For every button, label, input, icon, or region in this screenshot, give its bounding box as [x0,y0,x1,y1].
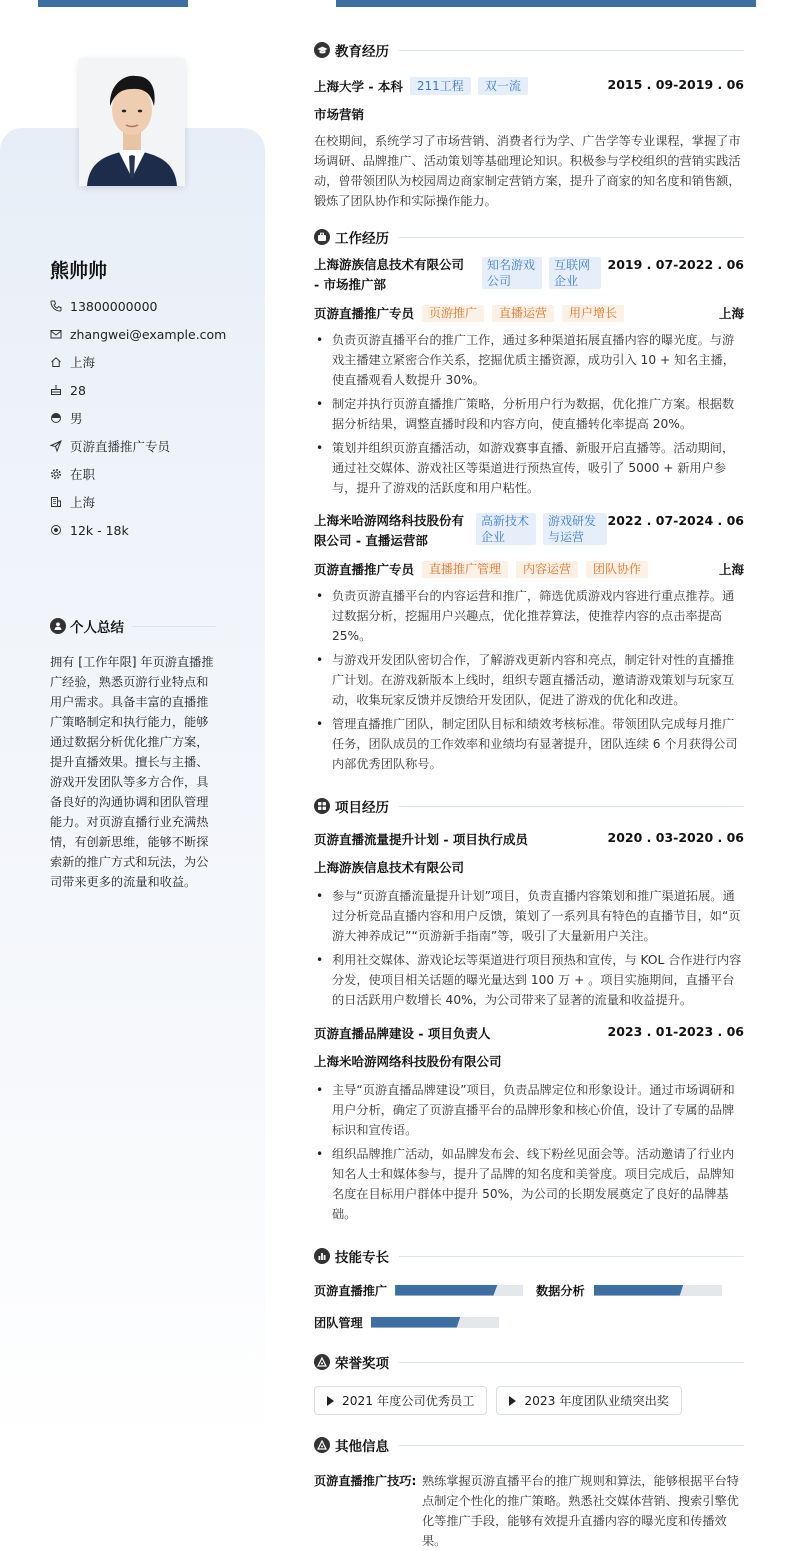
company-tag: 高新技术企业 [476,513,536,545]
bullet-item: • 与游戏开发团队密切合作，了解游戏更新内容和亮点，制定针对性的直播推广计划。在游戏新版本上线时，组织专题直播活动，邀请游戏策划与玩家互动，收集玩家反馈并反馈给开发团队，促进了游戏的优化和改进。 [314,650,744,710]
project-entry [314,1024,744,1224]
job-city: 上海 [718,306,744,321]
education-heading [314,38,744,62]
projects-heading [314,794,744,818]
bullet-item: • 参与“页游直播流量提升计划”项目，负责直播内容策划和推广渠道拓展。通过分析竞品直播内容和用户反馈，策划了一系列具有特色的直播节目，如“页游大神养成记”“页游新手指南”等，吸引了大量新用户关注。 [314,886,744,946]
divider [399,806,744,807]
skill-tag: 用户增长 [562,305,624,322]
work-city-text: 上海 [70,495,96,510]
job-entry [314,255,744,498]
project-bullets [314,886,744,1010]
other-label: 页游直播推广技巧: [314,1474,417,1488]
award-label: 2021 年度公司优秀员工 [342,1394,475,1408]
skill-tag: 团队协作 [586,561,648,578]
gender-icon [50,412,70,424]
company-name: 上海游族信息技术有限公司 - 市场推广部 [314,257,465,292]
bullet-item: • 主导“页游直播品牌建设”项目，负责品牌定位和形象设计。通过市场调研和用户分析，确定了页游直播平台的品牌形象和核心价值，设计了专属的品牌标识和宣传语。 [314,1080,744,1140]
major: 市场营销 [314,107,365,122]
award-icon [314,1354,330,1370]
awards-title: 荣誉奖项 [335,1356,389,1372]
education-tag: 双一流 [478,77,528,95]
job-title-text: 页游直播推广专员 [70,439,171,454]
job-head [314,255,744,295]
company-tag: 知名游戏公司 [482,257,542,289]
position-row [314,304,744,322]
education-tag: 211工程 [410,77,471,95]
skill-tag: 直播推广管理 [422,561,508,578]
skill-bar [395,1285,523,1296]
phone-icon [50,300,70,312]
awards-heading [314,1350,744,1374]
location-text: 上海 [70,355,96,370]
skills-heading [314,1244,744,1268]
user-icon [50,618,66,634]
summary-heading [50,616,216,636]
home-icon [50,356,70,368]
position-row [314,560,744,578]
send-icon [50,440,70,452]
project-head [314,1024,744,1042]
education-date: 2015 . 09-2019 . 06 [607,77,744,92]
bullet-item: • 制定并执行页游直播推广策略，分析用户行为数据，优化推广方案。根据数据分析结果，调整直播时段和内容方向，使直播转化率提高 20%。 [314,394,744,434]
projects-title: 项目经历 [335,800,389,816]
education-description: 在校期间，系统学习了市场营销、消费者行为学、广告学等专业课程，掌握了市场调研、品牌推广、活动策划等基础理论知识。积极参与学校组织的营销实践活动，曾带领团队为校园周边商家制定营销方案，提升了商家的知名度和销售额，锻炼了团队协作和实际操作能力。 [314,134,741,208]
avatar-photo [79,58,185,186]
skill-tag: 内容运营 [516,561,578,578]
skill-level-fill [395,1285,497,1296]
skill-item [536,1280,722,1300]
bullet-item: • 管理直播推广团队，制定团队目标和绩效考核标准。带领团队完成每月推广任务，团队成员的工作效率和业绩均有显著提升，团队连续 6 个月获得公司内部优秀团队称号。 [314,714,744,774]
divider [399,50,744,51]
info-work-city [50,488,226,516]
project-name: 页游直播品牌建设 - 项目负责人 [314,1026,491,1041]
bullet-item: • 策划并组织页游直播活动，如游戏赛事直播、新服开启直播等。活动期间，通过社交媒体、游戏社区等渠道进行预热宣传，吸引了 5000 + 新用户参与，提升了游戏的活跃度和用户粘性。 [314,438,744,498]
award-icon [314,1437,330,1453]
skill-item [314,1280,536,1300]
project-company: 上海米哈游网络科技股份有限公司 [314,1054,502,1069]
skill-tag: 页游推广 [422,305,484,322]
building-icon [50,496,70,508]
play-icon [327,1396,334,1406]
skills-row [314,1312,744,1332]
target-icon [50,524,70,536]
job-city: 上海 [718,562,744,577]
project-date: 2023 . 01-2023 . 06 [607,1024,744,1039]
skill-tag: 直播运营 [492,305,554,322]
grid-icon [314,798,330,814]
briefcase-icon [314,229,330,245]
gear-icon [50,468,70,480]
job-bullets [314,330,744,498]
job-head [314,511,744,551]
skills-title: 技能专长 [335,1250,389,1266]
summary-text: 拥有 [工作年限] 年页游直播推广经验，熟悉页游行业特点和用户需求。具备丰富的直播推广策略制定和执行能力，能够通过数据分析优化推广方案，提升直播效果。擅长与主播、游戏开发团队等多方合作，具备良好的沟通协调和团队管理能力。对页游直播行业充满热情，有创新思维，能够不断探索新的推广方式和玩法，为公司带来更多的流量和收益。 [50,655,214,889]
age-text: 28 [70,382,86,398]
other-info-row [314,1471,744,1551]
info-phone [50,292,226,320]
education-row [314,77,744,95]
info-status [50,460,226,488]
top-accent-bar-right [336,0,756,7]
skill-bar [594,1285,722,1296]
skill-name: 团队管理 [314,1315,363,1330]
status-text: 在职 [70,467,96,482]
company-tag: 游戏研发与运营 [543,513,607,545]
skill-level-fill [594,1285,684,1296]
skill-name: 页游直播推广 [314,1283,388,1298]
contact-info-list [50,292,226,544]
cake-icon [50,384,70,396]
info-age [50,376,226,404]
school-name: 上海大学 - 本科 [314,79,403,94]
award-label: 2023 年度团队业绩突出奖 [524,1394,669,1408]
bar-chart-icon [314,1248,330,1264]
divider [399,1256,744,1257]
divider [399,1362,744,1363]
award-item [496,1386,682,1415]
candidate-name: 熊帅帅 [50,260,108,282]
other-title: 其他信息 [335,1439,389,1455]
bullet-item: • 组织品牌推广活动，如品牌发布会、线下粉丝见面会等。活动邀请了行业内知名人士和媒体参与，提升了品牌的知名度和美誉度。项目完成后，品牌知名度在目标用户群体中提升 50%，为公司的长期发展奠定了良好的品牌基础。 [314,1144,744,1224]
info-salary [50,516,226,544]
salary-text: 12k - 18k [70,522,129,538]
project-name: 页游直播流量提升计划 - 项目执行成员 [314,832,528,847]
education-title: 教育经历 [335,44,389,60]
info-location [50,348,226,376]
other-heading [314,1433,744,1457]
skills-row [314,1280,744,1300]
other-text: 熟练掌握页游直播平台的推广规则和算法，能够根据平台特点制定个性化的推广策略。熟悉社交媒体营销、搜索引擎优化等推广手段，能够有效提升直播内容的曝光度和传播效果。 [422,1474,739,1548]
award-item [314,1386,487,1415]
company-name: 上海米哈游网络科技股份有限公司 - 直播运营部 [314,513,465,548]
divider [399,1445,744,1446]
info-job-title [50,432,226,460]
skill-name: 数据分析 [536,1283,585,1298]
play-icon [509,1396,516,1406]
graduation-cap-icon [314,42,330,58]
project-head [314,830,744,848]
position-title: 页游直播推广专员 [314,306,415,321]
awards-list [314,1386,744,1415]
skill-item [314,1312,744,1332]
work-title: 工作经历 [335,231,389,247]
project-bullets [314,1080,744,1224]
skill-level-fill [371,1317,461,1328]
main-content [314,38,744,1551]
position-title: 页游直播推广专员 [314,562,415,577]
project-date: 2020 . 03-2020 . 06 [607,830,744,845]
info-email [50,320,226,348]
bullet-item: • 负责页游直播平台的推广工作，通过多种渠道拓展直播内容的曝光度。与游戏主播建立紧密合作关系，挖掘优质主播资源，成功引入 10 + 知名主播，使直播观看人数提升 30%。 [314,330,744,390]
job-entry [314,511,744,774]
project-entry [314,830,744,1010]
phone-text: 13800000000 [70,298,158,314]
job-date: 2019 . 07-2022 . 06 [607,257,744,272]
mail-icon [50,328,70,340]
job-bullets [314,586,744,774]
work-heading [314,225,744,249]
job-date: 2022 . 07-2024 . 06 [607,513,744,528]
email-text: zhangwei@example.com [70,326,227,342]
divider [132,626,216,627]
divider [399,237,744,238]
top-accent-bar-left [38,0,188,7]
company-tag: 互联网企业 [549,257,601,289]
summary-title: 个人总结 [70,620,124,636]
gender-text: 男 [70,411,83,426]
project-company: 上海游族信息技术有限公司 [314,860,465,875]
skill-bar [371,1317,499,1328]
bullet-item: • 负责页游直播平台的内容运营和推广，筛选优质游戏内容进行重点推荐。通过数据分析，挖掘用户兴趣点，优化推荐算法，使推荐内容的点击率提高 25%。 [314,586,744,646]
info-gender [50,404,226,432]
bullet-item: • 利用社交媒体、游戏论坛等渠道进行项目预热和宣传，与 KOL 合作进行内容分发，使项目相关话题的曝光量达到 100 万 + 。项目实施期间，直播平台的日活跃用户数增长 40%，为公司带来了显著的流量和收益提升。 [314,950,744,1010]
